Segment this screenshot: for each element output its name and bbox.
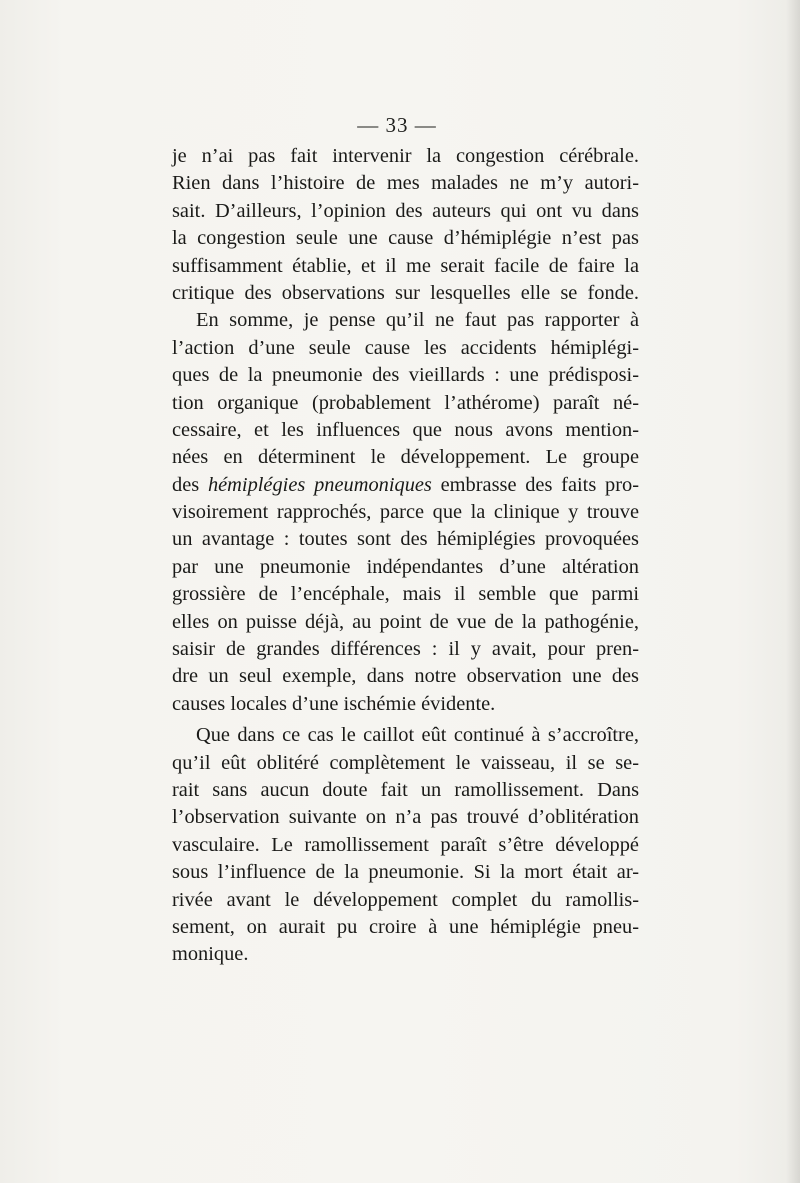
text-line: nées en déterminent le développement. Le groupe bbox=[172, 446, 639, 469]
text-line: rait sans aucun doute fait un ramollissement. Dans bbox=[172, 778, 639, 801]
text-run: des bbox=[172, 473, 208, 496]
text-line: l’action d’une seule cause les accidents hémiplégi- bbox=[172, 336, 639, 359]
text-line: En somme, je pense qu’il ne faut pas rapporter à bbox=[196, 309, 639, 332]
text-line: sait. D’ailleurs, l’opinion des auteurs qui ont vu dans bbox=[172, 199, 639, 222]
text-line: grossière de l’encéphale, mais il semble que parmi bbox=[172, 583, 639, 606]
page-number: — 33 — bbox=[357, 113, 437, 137]
text-line: causes locales d’une ischémie évidente. bbox=[172, 692, 496, 715]
text-line: visoirement rapprochés, parce que la clinique y trouve bbox=[172, 501, 639, 524]
text-line: Que dans ce cas le caillot eût continué à s’accroître, bbox=[196, 724, 639, 747]
text-line: sous l’influence de la pneumonie. Si la mort était ar- bbox=[172, 861, 639, 884]
text-line: Rien dans l’histoire de mes malades ne m’y autori- bbox=[172, 172, 639, 195]
text-line: par une pneumonie indépendantes d’une altération bbox=[172, 555, 639, 578]
text-line: qu’il eût oblitéré complètement le vaisseau, il se se- bbox=[172, 751, 639, 774]
text-line-with-italic bbox=[172, 472, 639, 499]
text-line: sement, on aurait pu croire à une hémiplégie pneu- bbox=[172, 915, 639, 938]
text-line: l’observation suivante on n’a pas trouvé d’oblitération bbox=[172, 806, 639, 829]
text-line: rivée avant le développement complet du ramollis- bbox=[172, 888, 639, 911]
text-line: tion organique (probablement l’athérome) paraît né- bbox=[172, 391, 639, 414]
text-line: un avantage : toutes sont des hémiplégies provoquées bbox=[172, 528, 639, 551]
text-line: saisir de grandes différences : il y avait, pour pren- bbox=[172, 638, 639, 661]
text-line: cessaire, et les influences que nous avons mention- bbox=[172, 418, 639, 441]
text-line: je n’ai pas fait intervenir la congestion cérébrale. bbox=[172, 145, 639, 167]
text-line: monique. bbox=[172, 943, 249, 966]
text-line: dre un seul exemple, dans notre observation une des bbox=[172, 665, 639, 688]
page-edge-shadow bbox=[786, 0, 800, 1183]
text-line: la congestion seule une cause d’hémiplégie n’est pas bbox=[172, 227, 639, 250]
text-line: critique des observations sur lesquelles elle se fonde. bbox=[172, 281, 639, 304]
italic-term: hémiplégies pneumoniques bbox=[207, 473, 432, 496]
text-line: elles on puisse déjà, au point de vue de la pathogénie, bbox=[172, 610, 639, 633]
text-line: ques de la pneumonie des vieillards : une prédisposi- bbox=[172, 364, 639, 387]
text-line: vasculaire. Le ramollissement paraît s’être développé bbox=[172, 833, 639, 856]
body-text bbox=[172, 143, 639, 969]
text-line: suffisamment établie, et il me serait facile de faire la bbox=[172, 254, 639, 277]
text-run: embrasse des faits pro- bbox=[431, 473, 639, 496]
